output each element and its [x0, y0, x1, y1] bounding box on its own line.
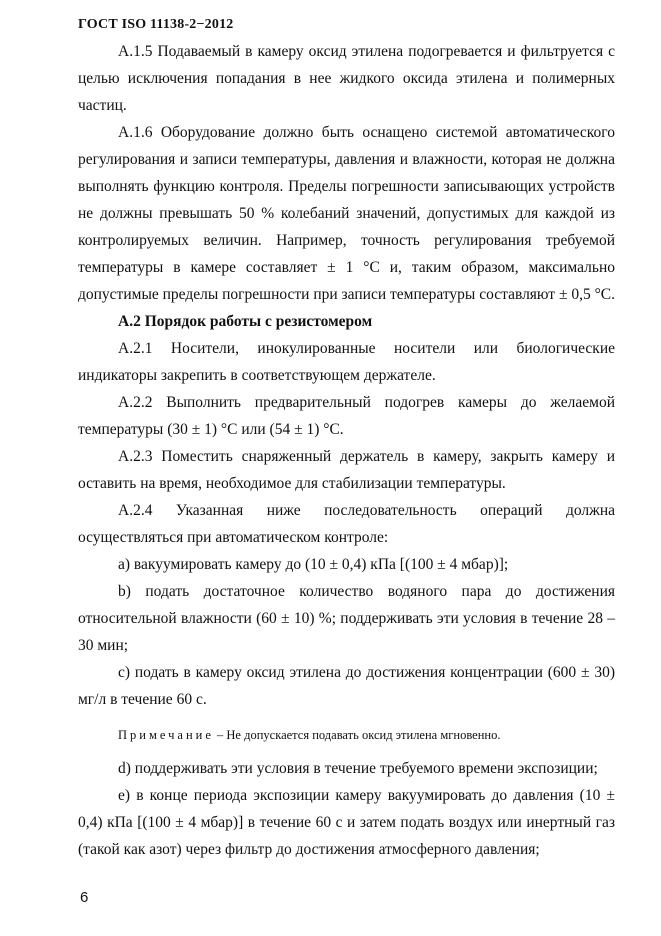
list-item-c: c) подать в камеру оксид этилена до достижения концентрации (600 ± 30) мг/л в течение 60 с. [78, 664, 615, 708]
list-item-d: d) поддерживать эти условия в течение требуемого времени экспозиции; [118, 760, 598, 777]
section-heading-a-2: А.2 Порядок работы с резистомером [118, 313, 373, 330]
clause-a-2-4: А.2.4 Указанная ниже последовательность операций должна осуществляться при автоматическом контроле: [78, 502, 615, 546]
page-body [78, 38, 615, 863]
note-text: – Не допускается подавать оксид этилена мгновенно. [213, 728, 501, 742]
page-number: 6 [80, 889, 89, 906]
clause-a-2-2: А.2.2 Выполнить предварительный подогрев камеры до желаемой температуры (30 ± 1) °С или (54 ± 1) °С. [78, 394, 615, 438]
clause-a-1-6: A.1.6 Оборудование должно быть оснащено системой автоматического регулирования и записи температуры, давления и влажности, которая не должна выполнять функцию контроля. Пределы погрешности записывающих устройств не должны превышать 50 % колебаний значений, допустимых для каждой из контролируемых величин. Например, точность регулирования требуемой температуры в камере составляет ± 1 °С и, таким образом, максимально допустимые пределы погрешности при записи температуры составляют ± 0,5 °С. [78, 124, 615, 303]
clause-a-2-3: А.2.3 Поместить снаряженный держатель в камеру, закрыть камеру и оставить на время, необходимое для стабилизации температуры. [78, 448, 615, 492]
clause-a-1-5: A.1.5 Подаваемый в камеру оксид этилена подогревается и фильтруется с целью исключения попадания в нее жидкого оксида этилена и полимерных частиц. [78, 43, 615, 114]
note-label: Примечание [118, 728, 214, 742]
document-header-code: ГОСТ ISO 11138-2−2012 [78, 17, 234, 32]
list-item-e: e) в конце периода экспозиции камеру вакуумировать до давления (10 ± 0,4) кПа [(100 ± 4 мбар)] в течение 60 с и затем подать воздух или инертный газ (такой как азот) через фильтр до достижения атмосферного давления; [78, 787, 615, 858]
list-item-a: a) вакуумировать камеру до (10 ± 0,4) кПа [(100 ± 4 мбар)]; [118, 556, 509, 573]
note [78, 723, 615, 747]
clause-a-2-1: А.2.1 Носители, инокулированные носители или биологические индикаторы закрепить в соответствующем держателе. [78, 340, 615, 384]
list-item-b: b) подать достаточное количество водяного пара до достижения относительной влажности (60 ± 10) %; поддерживать эти условия в течение 28 – 30 мин; [78, 583, 615, 654]
